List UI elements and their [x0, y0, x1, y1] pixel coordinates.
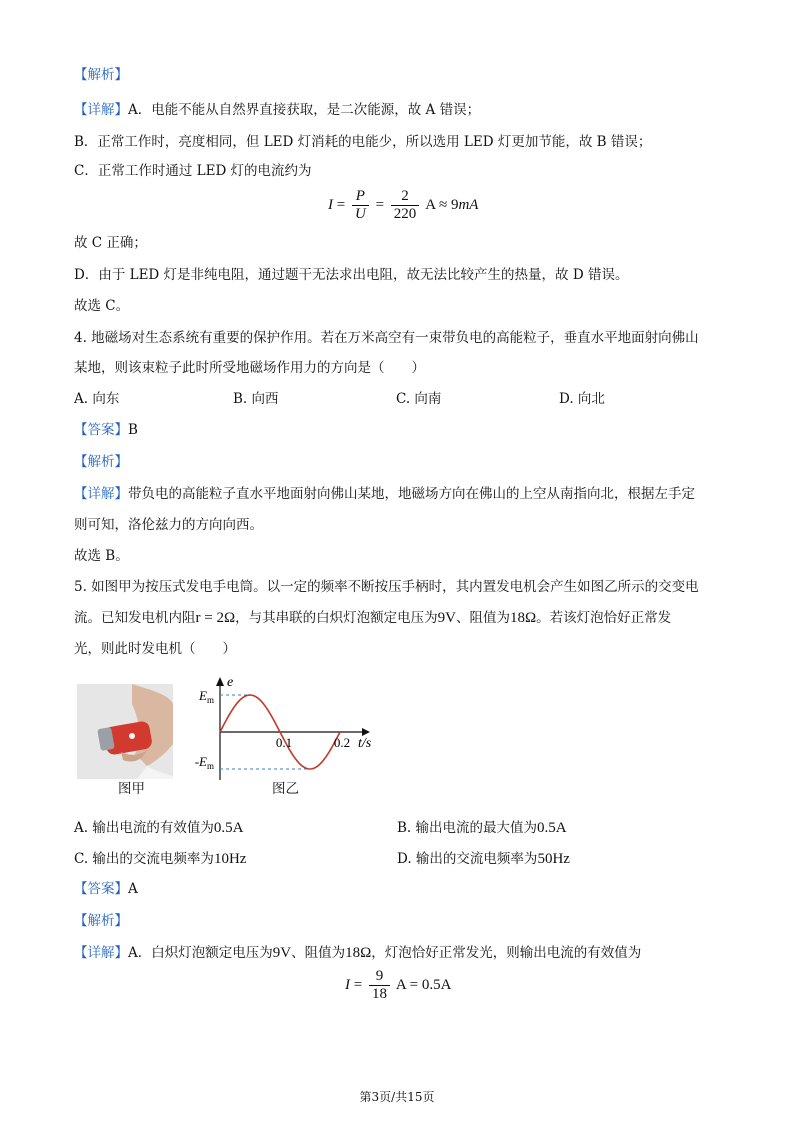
equation-current: I = $\frac{P}{U}$ = $\frac{2}{220}$ A ≈ 9mA [328, 188, 479, 222]
q5-stem-3: 光，则此时发电机（ ） [74, 641, 236, 657]
y-tick-label-em: $E_m$ [199, 688, 214, 705]
y-axis-arrow [216, 677, 224, 686]
page-footer: 第3页/共15页 [359, 1090, 435, 1104]
y-tick-label-neg-em: $-E_m$ [194, 754, 214, 771]
detail-line-b: B．正常工作时，亮度相同，但 LED 灯消耗的电能少，所以选用 LED 灯更加节能，故 B 错误； [74, 134, 652, 150]
conclusion-c: 故 C 正确； [74, 235, 147, 251]
q4-conclusion: 故选 B。 [74, 548, 129, 564]
q5-option-d: D. 输出的交流电频率为50Hz [397, 851, 570, 867]
q4-option-b: B. 向西 [233, 391, 279, 407]
q5-option-b: B. 输出电流的最大值为0.5A [397, 820, 567, 836]
final-choice: 故选 C。 [74, 298, 130, 314]
waveform-chart [190, 670, 380, 788]
q5-option-a: A. 输出电流的有效值为0.5A [74, 820, 244, 836]
detail-line-d: D．由于 LED 灯是非纯电阻，通过题干无法求出电阻，故无法比较产生的热量，故 D 错误。 [74, 267, 629, 283]
x-tick-label-0-1: 0.1 [275, 735, 293, 750]
q4-analysis-tag: 【解析】 [74, 454, 128, 470]
q5-analysis-tag: 【解析】 [74, 913, 128, 929]
fig2-caption: 图乙 [272, 781, 299, 797]
detail-line-c: C．正常工作时通过 LED 灯的电流约为 [74, 163, 312, 179]
q4-detail-1: 【详解】带负电的高能粒子直水平地面射向佛山某地，地磁场方向在佛山的上空从南指向北，根据左手定 [74, 486, 695, 502]
q4-stem-2: 某地，则该束粒子此时所受地磁场作用力的方向是（ ） [74, 360, 425, 376]
q4-answer: 【答案】B [74, 422, 138, 438]
q5-stem-2: 流。已知发电机内阻r = 2Ω，与其串联的白炽灯泡额定电压为9V、阻值为18Ω。若该灯泡恰好正常发 [74, 610, 672, 626]
q5-option-c: C. 输出的交流电频率为10Hz [74, 851, 247, 867]
x-axis-arrow [362, 728, 370, 736]
x-axis-label: t/s [358, 736, 372, 751]
q5-stem-1: 5. 如图甲为按压式发电手电筒。以一定的频率不断按压手柄时，其内置发电机会产生如图乙所示的交变电 [74, 579, 699, 595]
fig1-caption: 图甲 [118, 781, 145, 797]
q5-answer: 【答案】A [74, 881, 138, 897]
x-tick-label-0-2: 0.2 [333, 735, 351, 750]
analysis-tag: 【解析】 [74, 67, 128, 83]
detail-tag: 【详解】 [74, 102, 128, 118]
detail-line-a [74, 101, 480, 119]
q5-detail: 【详解】A．白炽灯泡额定电压为9V、阻值为18Ω，灯泡恰好正常发光，则输出电流的有效值为 [74, 945, 642, 961]
flashlight-photo [77, 684, 173, 779]
q4-stem-1: 4. 地磁场对生态系统有重要的保护作用。若在万米高空有一束带负电的高能粒子，垂直水平地面射向佛山 [74, 330, 699, 346]
detail-text-a: A．电能不能从自然界直接获取，是二次能源，故 A 错误； [128, 102, 481, 118]
y-axis-label: e [227, 675, 234, 690]
q4-option-d: D. 向北 [559, 391, 605, 407]
equation-effective-current: I = $\frac{9}{18}$ A = 0.5A [345, 968, 452, 1002]
q4-detail-2: 则可知，洛伦兹力的方向向西。 [74, 517, 263, 533]
q4-option-a: A. 向东 [74, 391, 120, 407]
q4-option-c: C. 向南 [396, 391, 442, 407]
